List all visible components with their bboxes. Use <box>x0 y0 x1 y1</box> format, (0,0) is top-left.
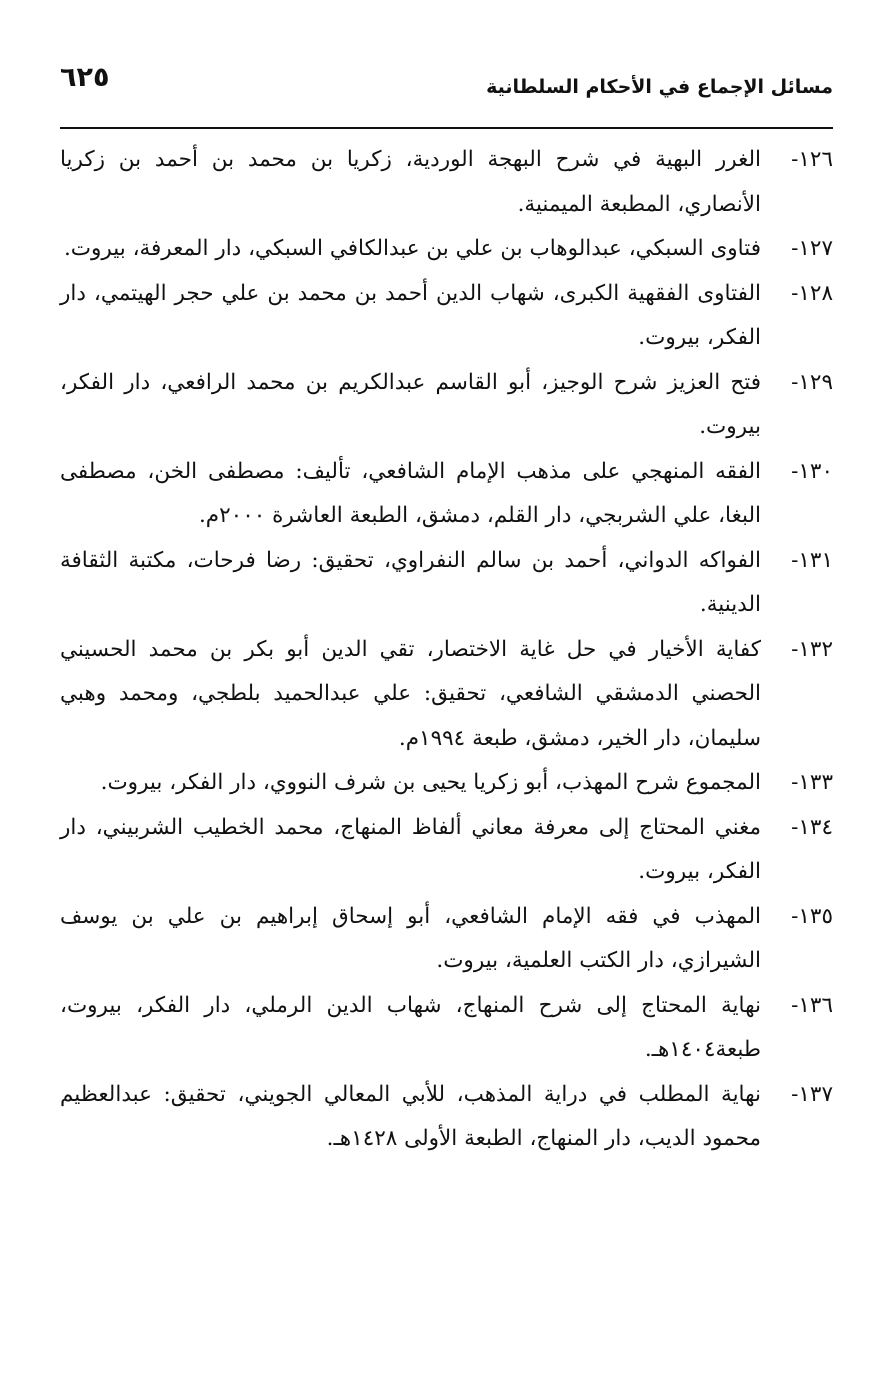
entry-text: الفتاوى الفقهية الكبرى، شهاب الدين أحمد بن محمد بن علي حجر الهيتمي، دار الفكر، بيروت. <box>60 280 761 350</box>
bibliography-entry <box>60 984 833 1073</box>
entry-text: كفاية الأخيار في حل غاية الاختصار، تقي الدين أبو بكر بن محمد الحسيني الحصني الدمشقي الشافعي، تحقيق: علي عبدالحميد بلطجي، ومحمد وهبي سليمان، دار الخير، دمشق، طبعة ١٩٩٤م. <box>60 636 761 751</box>
bibliography-entry <box>60 806 833 895</box>
entry-number: ١٣٧- <box>791 1081 833 1107</box>
bibliography-entry <box>60 1073 833 1162</box>
page-number: ٦٢٥ <box>60 62 110 93</box>
entry-number: ١٣٥- <box>791 903 833 929</box>
bibliography-entry <box>60 895 833 984</box>
entry-text: الغرر البهية في شرح البهجة الوردية، زكريا بن محمد بن أحمد بن زكريا الأنصاري، المطبعة الميمنية. <box>60 147 761 217</box>
bibliography-entry <box>60 450 833 539</box>
bibliography-entry <box>60 761 833 806</box>
running-title: مسائل الإجماع في الأحكام السلطانية <box>486 76 833 98</box>
bibliography-entry <box>60 361 833 450</box>
entry-number: ١٣٠- <box>791 458 833 484</box>
bibliography-list <box>60 138 833 1162</box>
header-divider <box>60 127 833 129</box>
bibliography-entry <box>60 628 833 762</box>
bibliography-entry <box>60 227 833 272</box>
entry-number: ١٢٩- <box>791 369 833 395</box>
entry-text: نهاية المطلب في دراية المذهب، للأبي المعالي الجويني، تحقيق: عبدالعظيم محمود الديب، دار المنهاج، الطبعة الأولى ١٤٢٨هـ. <box>60 1081 761 1151</box>
bibliography-entry <box>60 138 833 227</box>
entry-number: ١٣١- <box>791 547 833 573</box>
entry-text: المجموع شرح المهذب، أبو زكريا يحيى بن شرف النووي، دار الفكر، بيروت. <box>100 770 761 795</box>
bibliography-entry <box>60 272 833 361</box>
bibliography-entry <box>60 539 833 628</box>
entry-number: ١٣٦- <box>791 992 833 1018</box>
page-header <box>60 62 833 112</box>
entry-number: ١٢٦- <box>791 147 833 172</box>
entry-number: ١٣٤- <box>791 814 833 840</box>
entry-text: الفواكه الدواني، أحمد بن سالم النفراوي، تحقيق: رضا فرحات، مكتبة الثقافة الدينية. <box>60 547 761 617</box>
entry-text: الفقه المنهجي على مذهب الإمام الشافعي، تأليف: مصطفى الخن، مصطفى البغا، علي الشربجي، دار القلم، دمشق، الطبعة العاشرة ٢٠٠٠م. <box>60 458 761 528</box>
entry-number: ١٢٧- <box>791 236 833 261</box>
entry-text: فتح العزيز شرح الوجيز، أبو القاسم عبدالكريم بن محمد الرافعي، دار الفكر، بيروت. <box>60 369 761 439</box>
entry-number: ١٣٣- <box>791 770 833 795</box>
entry-number: ١٣٢- <box>791 636 833 662</box>
entry-text: المهذب في فقه الإمام الشافعي، أبو إسحاق إبراهيم بن علي بن يوسف الشيرازي، دار الكتب العلمية، بيروت. <box>60 903 761 973</box>
entry-text: نهاية المحتاج إلى شرح المنهاج، شهاب الدين الرملي، دار الفكر، بيروت، طبعة١٤٠٤هـ. <box>60 992 761 1062</box>
entry-text: فتاوى السبكي، عبدالوهاب بن علي بن عبدالكافي السبكي، دار المعرفة، بيروت. <box>63 236 761 261</box>
entry-number: ١٢٨- <box>791 280 833 306</box>
entry-text: مغني المحتاج إلى معرفة معاني ألفاظ المنهاج، محمد الخطيب الشربيني، دار الفكر، بيروت. <box>60 814 761 884</box>
